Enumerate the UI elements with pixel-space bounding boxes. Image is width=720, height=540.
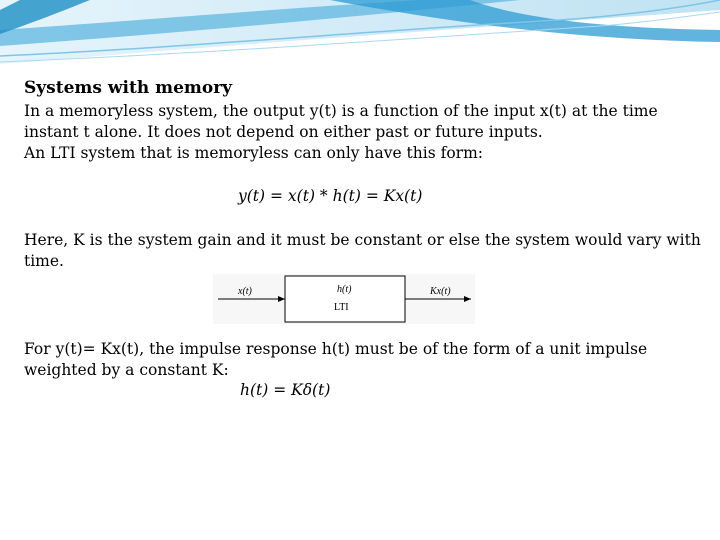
paragraph-memoryless-definition: In a memoryless system, the output y(t) is a function of the input x(t) at the time instant t alone. It does not depend on either past or future inputs. (24, 102, 658, 141)
slide-title: Systems with memory (24, 78, 233, 98)
paragraph-impulse-response: For y(t)= Kx(t), the impulse response h(t) must be of the form of a unit impulse weighted by a constant K: (24, 340, 648, 379)
lti-block (285, 276, 405, 322)
paragraph-system-gain: Here, K is the system gain and it must be constant or else the system would vary with time. (24, 231, 701, 270)
equation-output-form: y(t) = x(t) * h(t) = Kx(t) (238, 187, 423, 205)
lti-block-diagram (213, 274, 475, 324)
header-banner-graphic (0, 0, 720, 80)
paragraph-lti-form: An LTI system that is memoryless can only have this form: (24, 144, 484, 162)
diagram-block-bottom-label: LTI (334, 302, 349, 313)
diagram-output-label: Kx(t) (430, 286, 451, 297)
diagram-drawing (213, 274, 475, 324)
diagram-input-label: x(t) (238, 286, 252, 297)
diagram-block-top-label: h(t) (337, 284, 352, 295)
equation-impulse-response: h(t) = Kδ(t) (240, 381, 331, 399)
